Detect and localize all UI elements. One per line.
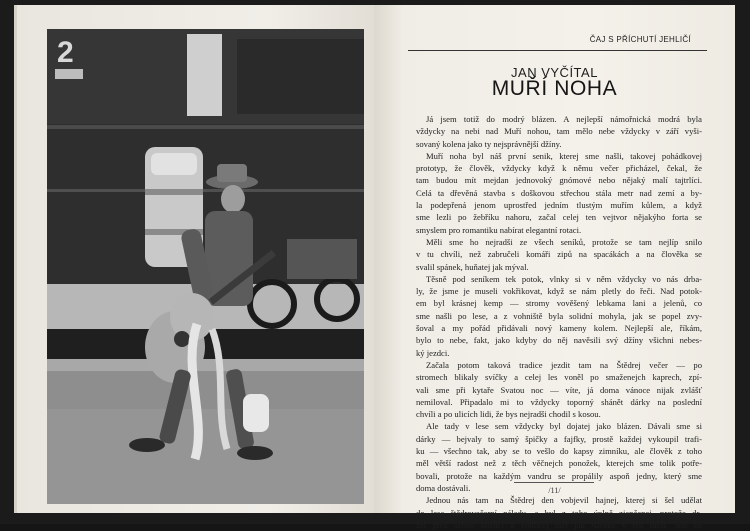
text-line: Muří noha byl náš první senik, kterej sme našli, takovej pohádkovej <box>426 150 702 161</box>
text-line: šoval a my pořád přidávali nový kameny kolem. Nejlepší ale, říkám, <box>416 323 702 334</box>
car-number: 2 <box>57 36 74 69</box>
text-line: stromech blikaly svíčky a celej les voněl po smaženejch kaprech, zpí- <box>416 372 702 383</box>
story-text <box>416 113 702 531</box>
text-line: Začala potom taková tradice jezdit tam na Štědrej večer — po <box>426 359 702 370</box>
text-line: nemiloval. Připadalo mi to vždycky toporný shánět dárky na poslední <box>416 396 702 407</box>
text-line: Celá ta dřevěná stavba s doškovou střechou stála metr nad zemí a by- <box>416 187 702 198</box>
photo-hiker-at-train <box>47 29 364 504</box>
left-page <box>14 5 374 513</box>
text-line: la podepřená jenom uprostřed jedním tlustým muřím kůlem, a když <box>416 200 702 211</box>
text-line: bylo to nebe, fakt, jako kdyby do něj navěsili svý džíny všichni nebes- <box>416 335 702 346</box>
text-line: do lesa štědrovečerní náladu, a byl z toho úplně zjančenej, protože dr- <box>416 507 702 518</box>
text-line: Já jsem totiž do modrý blázen. A nejlepší námořnická modrá byla <box>426 114 702 124</box>
text-line: doma dostávali. <box>416 482 471 493</box>
text-line: dárky — bejvaly to samý špičky a fajfky, prostě každej vykoupil trafi- <box>416 433 702 444</box>
text-line: Ale tady v lese sem vždycky byl dojatej jako blázen. Dávali sme si <box>426 421 702 432</box>
text-line: vždycky na nebi nad Muří nohou, tam mělo nebe vždycky v září vyši- <box>416 126 702 137</box>
text-line: sme našli po lese, a z vohniště byla solidní mohyla, jak se popel zvy- <box>416 310 702 321</box>
text-line: v tu chvíli, než zabručeli komáři zipů na spacákách a na člověka se <box>416 249 702 260</box>
text-line: žel před sebou kozlíci a voblíčej měl jak Alenka v říši divů. Stál na <box>416 519 702 530</box>
text-line: prototyp, že člověk, vždycky když k němu večer přicházel, čekal, že <box>416 163 702 174</box>
text-line: ku — všechno tak, aby se to vešlo do kapsy zimníku, ale člověk z toho <box>416 446 702 457</box>
text-line: sme lezli po žebříku nahoru, začal celej ten vejtvor nějakýho forta se <box>416 212 702 223</box>
right-page <box>374 5 735 530</box>
running-head: ČAJ S PŘÍCHUTÍ JEHLIČÍ <box>589 35 691 44</box>
text-line: svalil spánek, huňatej jak mýval. <box>416 261 529 272</box>
text-line: sovaný kolena jako ty nejsprávnější džíny. <box>416 138 562 149</box>
author-name: JAN VYČÍTAL <box>511 65 598 80</box>
text-line: Těsně pod seníkem tek potok, vlnky si v něm vždycky vo nás drba- <box>426 273 702 284</box>
text-line: měl větší radost než z těch věčnejch ponožek, kterejch sme tolik potře- <box>416 458 702 469</box>
page-number: /11/ <box>548 486 561 495</box>
text-line: vali sme při kytaře Svatou noc — víte, já doma vánoce nijak zvlášť <box>416 384 702 395</box>
text-line: em byl krásnej kemp — stromy vověšený lebkama lani a jelenů, co <box>416 298 702 309</box>
story-title: MUŘÍ NOHA <box>491 77 618 100</box>
text-line: Jednou nás tam na Štědrej den vobjevil hajnej, kterej si šel udělat <box>426 495 702 506</box>
text-line: chvíli a po ulicích lidi, že bys nejradši chodil s kosou. <box>416 409 601 420</box>
text-line: tam budou mít mejdan jednovoký gnómové nebo nějaký malí tajtrlíci. <box>416 175 702 186</box>
text-line: smyslem pro romantiku nabírat elegantní rotaci. <box>416 224 582 235</box>
text-line: Měli sme ho nejradši ze všech seníků, protože se tam nejlíp snilo <box>426 236 702 247</box>
text-line: bovali, protože na každým vandru se propálily aspoň jedny, který sme <box>416 470 702 481</box>
text-line: ly, že jsme je museli vokřikovat, když se nám pletly do řeči. Nad potok- <box>416 286 702 297</box>
header-rule <box>408 50 707 51</box>
footer-rule <box>514 482 594 483</box>
text-line: ký jezdci. <box>416 347 450 358</box>
